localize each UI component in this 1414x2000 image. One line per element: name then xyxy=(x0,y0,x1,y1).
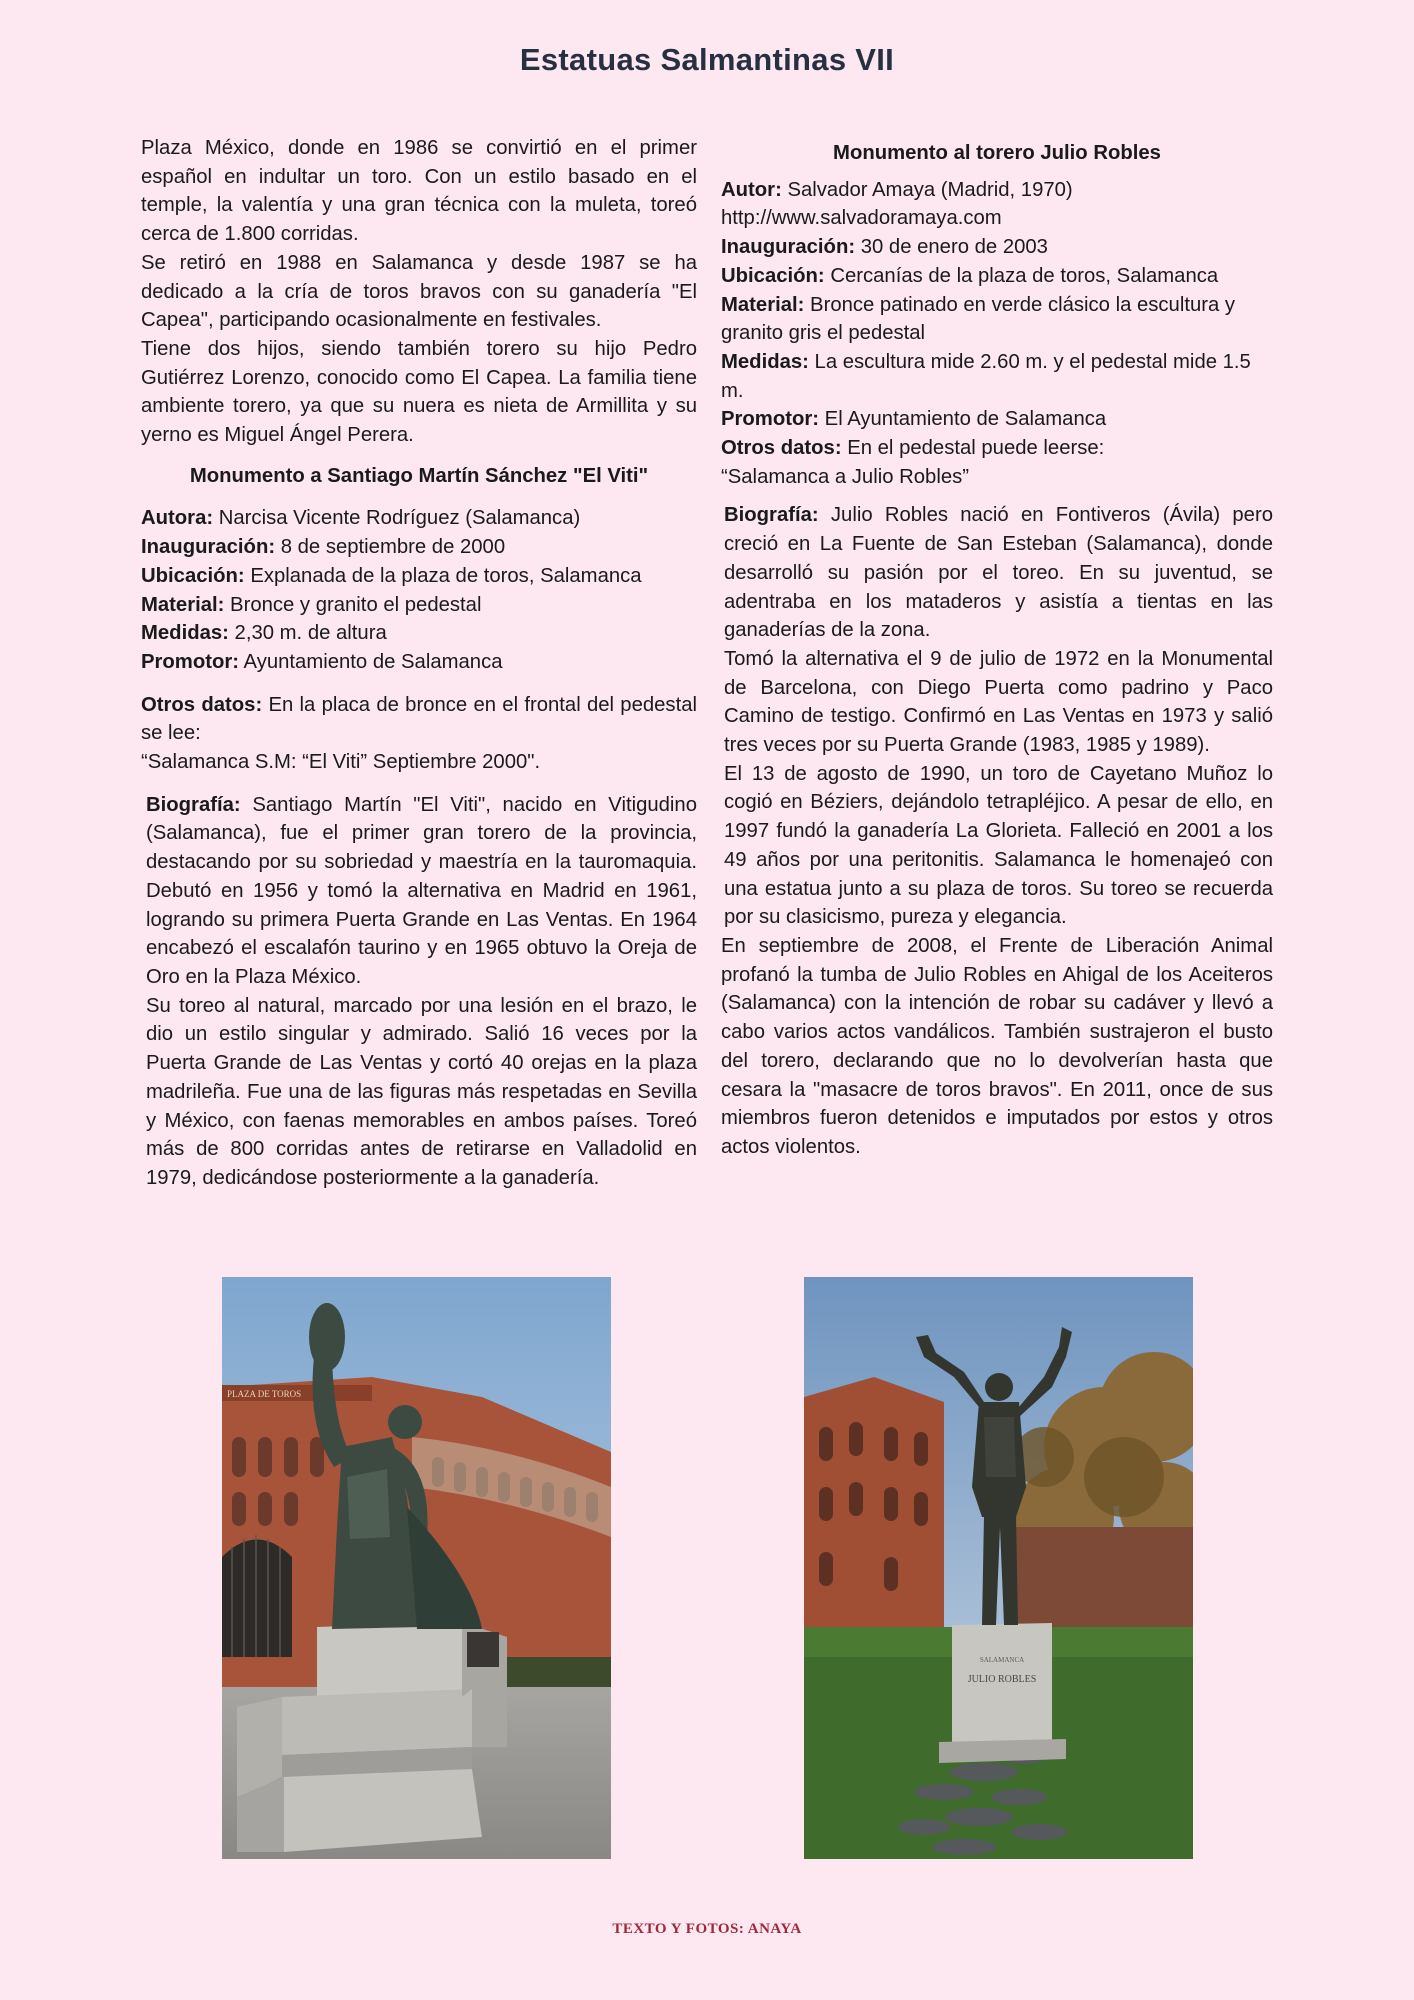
right-column xyxy=(721,134,1273,1162)
field-inauguracion: Inauguración: 8 de septiembre de 2000 xyxy=(141,536,506,559)
el-viti-statue-photo xyxy=(222,1277,611,1859)
el-viti-biography xyxy=(141,791,697,1193)
el-viti-bio-1: Biografía: Santiago Martín "El Viti", nacido en Vitigudino (Salamanca), fue el primer gran torero de la provincia, destacando por su sobriedad y maestría en la tauromaquia. Debutó en 1956 y tomó la alternativa en Madrid en 1961, logrando su primera Puerta Grande en Las Ventas. En 1964 encabezó el escalafón taurino y en 1965 obtuvo la Oreja de Oro en la Plaza México. xyxy=(146,793,697,988)
field-material: Material: Bronce y granito el pedestal xyxy=(141,593,482,616)
field-autora: Autora: Narcisa Vicente Rodríguez (Salamanca) xyxy=(141,507,581,530)
left-column xyxy=(141,134,697,1193)
robles-bio-2: Tomó la alternativa el 9 de julio de 1972 en la Monumental de Barcelona, con Diego Puerta como padrino y Paco Camino de testigo. Confirmó en Las Ventas en 1973 y salió tres veces por su Puerta Grande (1983, 1985 y 1989). xyxy=(724,647,1273,757)
robles-bio-3: El 13 de agosto de 1990, un toro de Cayetano Muñoz lo cogió en Béziers, dejándolo tetrapléjico. A pesar de ello, en 1997 fundó la ganadería La Glorieta. Falleció en 2001 a los 49 años por una peritonitis. Salamanca le homenajeó con una estatua junto a su plaza de toros. Su toreo se recuerda por su clasicismo, pureza y elegancia. xyxy=(724,762,1273,929)
intro-paragraph-1: Plaza México, donde en 1986 se convirtió en el primer español en indultar un toro. Con un estilo basado en el temple, la valentía y una gran técnica con la muleta, toreó cerca de 1.800 corridas. xyxy=(141,137,697,246)
field-promotor: Promotor: Ayuntamiento de Salamanca xyxy=(141,650,503,673)
field-ubicacion-robles: Ubicación: Cercanías de la plaza de toros, Salamanca xyxy=(721,264,1219,287)
pedestal-text-2: JULIO ROBLES xyxy=(967,1674,1037,1685)
photo-credit: TEXTO Y FOTOS: ANAYA xyxy=(612,1921,802,1937)
robles-quote: “Salamanca a Julio Robles” xyxy=(721,465,969,488)
el-viti-otros-datos: Otros datos: En la placa de bronce en el frontal del pedestal se lee: xyxy=(141,693,697,745)
field-promotor-robles: Promotor: El Ayuntamiento de Salamanca xyxy=(721,408,1107,431)
field-inauguracion-robles: Inauguración: 30 de enero de 2003 xyxy=(721,236,1048,259)
robles-heading: Monumento al torero Julio Robles xyxy=(833,142,1161,164)
field-medidas: Medidas: 2,30 m. de altura xyxy=(141,622,387,645)
julio-robles-statue-photo xyxy=(804,1277,1193,1859)
el-viti-heading: Monumento a Santiago Martín Sánchez "El Viti" xyxy=(189,464,649,487)
robles-otros-datos: Otros datos: En el pedestal puede leerse: xyxy=(721,437,1105,460)
pedestal-text-1: SALAMANCA xyxy=(979,1656,1025,1664)
robles-bio-4: En septiembre de 2008, el Frente de Liberación Animal profanó la tumba de Julio Robles en Ahigal de los Aceiteros (Salamanca) con la intención de robar su cadáver y llevó a cabo varios actos vandálicos. También sustrajeron el busto del torero, declarando que no lo devolverían hasta que cesara la "masacre de toros bravos". En 2011, once de sus miembros fueron detenidos e imputados por estos y otros actos violentos. xyxy=(721,934,1273,1158)
page-title: Estatuas Salmantinas VII xyxy=(519,42,895,77)
robles-biography xyxy=(721,501,1273,932)
arena-sign: PLAZA DE TOROS xyxy=(227,1389,302,1399)
robles-bio-1: Biografía: Julio Robles nació en Fontiveros (Ávila) pero creció en La Fuente de San Esteban (Salamanca), donde desarrolló su pasión por el toreo. En su juventud, se adentraba en los mataderos y asistía a tientas en las ganaderías de la zona. xyxy=(724,504,1273,642)
field-ubicacion: Ubicación: Explanada de la plaza de toros, Salamanca xyxy=(141,564,642,587)
intro-paragraph-2: Se retiró en 1988 en Salamanca y desde 1987 se ha dedicado a la cría de toros bravos con su ganadería "El Capea", participando ocasionalmente en festivales. xyxy=(141,251,697,332)
sculptor-url[interactable]: http://www.salvadoramaya.com xyxy=(721,207,1002,230)
intro-paragraph-3: Tiene dos hijos, siendo también torero su hijo Pedro Gutiérrez Lorenzo, conocido como El Capea. La familia tiene ambiente torero, ya que su nuera es nieta de Armillita y su yerno es Miguel Ángel Perera. xyxy=(141,337,697,447)
el-viti-quote: “Salamanca S.M: “El Viti” Septiembre 2000". xyxy=(141,751,541,774)
el-viti-bio-2: Su toreo al natural, marcado por una lesión en el brazo, le dio un estilo singular y admirado. Salió 16 veces por la Puerta Grande de Las Ventas y cortó 40 orejas en la plaza madrileña. Fue una de las figuras más respetadas en Sevilla y México, con faenas memorables en ambos países. Toreó más de 800 corridas antes de retirarse en Valladolid en 1979, dedicándose posteriormente a la ganadería. xyxy=(146,994,697,1189)
field-autor: Autor: Salvador Amaya (Madrid, 1970) xyxy=(721,178,1073,201)
field-medidas-robles: Medidas: La escultura mide 2.60 m. y el pedestal mide 1.5 m. xyxy=(721,350,1251,402)
field-material-robles: Material: Bronce patinado en verde clásico la escultura y granito gris el pedestal xyxy=(721,293,1236,345)
el-viti-fields xyxy=(141,504,697,676)
